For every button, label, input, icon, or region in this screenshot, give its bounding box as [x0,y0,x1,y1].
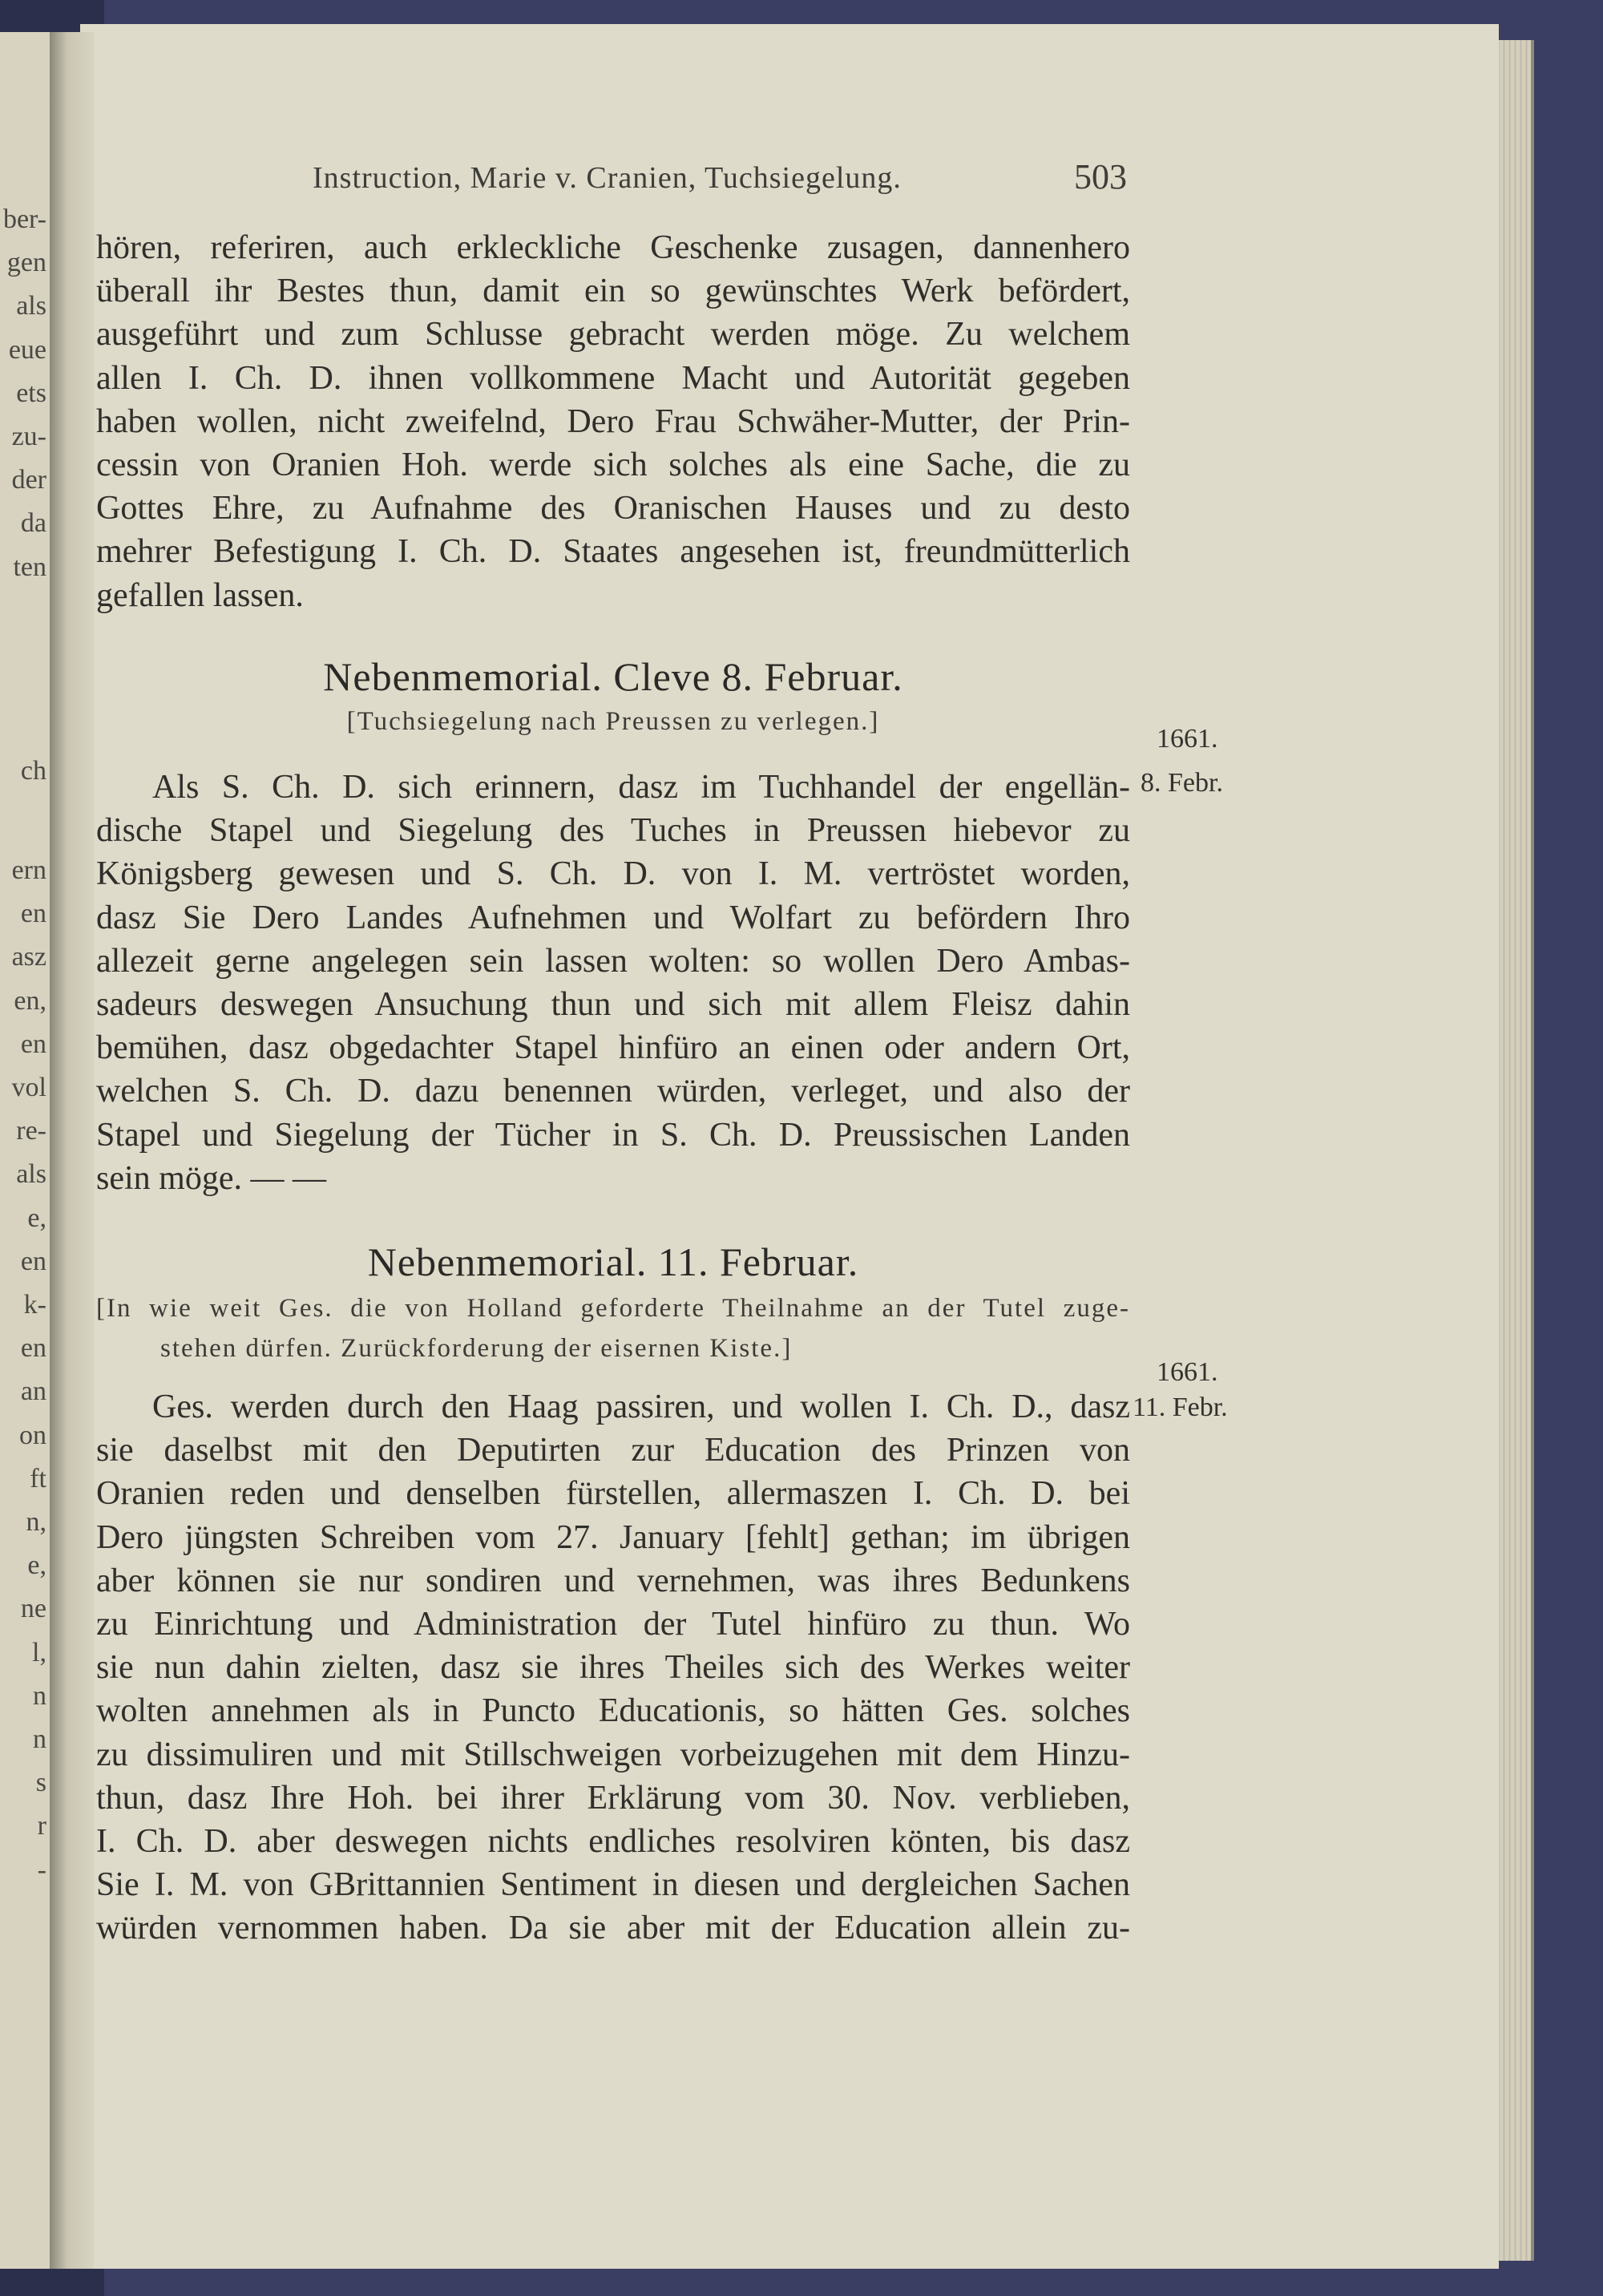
previous-page-fragment: vol [11,1073,46,1102]
text-line: aber können sie nur sondiren und vernehmen, was ihres Bedunkens [96,1562,1130,1599]
previous-page-fragment: en [20,1029,46,1059]
previous-page-fragment: ft [30,1463,46,1494]
text-line: gefallen lassen. [96,576,304,614]
text-line: mehrer Befestigung I. Ch. D. Staates angesehen ist, freundmütterlich [96,533,1130,571]
text-line: bemühen, dasz obgedachter Stapel hinfüro an einen oder andern Ort, [96,1029,1130,1067]
text-line: haben wollen, nicht zweifelnd, Dero Frau Schwäher-Mutter, der Prin- [96,402,1130,440]
previous-page-fragment: an [20,1376,46,1407]
text-line: würden vernommen haben. Da sie aber mit der Education allein zu- [96,1910,1130,1947]
previous-page-fragment: k- [23,1290,46,1320]
previous-page-fragment: - [37,1854,46,1885]
section-1-heading: Nebenmemorial. Cleve 8. Februar. [323,654,903,699]
previous-page-fragment: ch [20,755,46,786]
text-line: hören, referiren, auch erkleckliche Geschenke zusagen, dannenhero [96,229,1130,266]
text-line: Ges. werden durch den Haag passiren, und wollen I. Ch. D., dasz [152,1389,1130,1425]
page-number: 503 [1074,157,1127,196]
previous-page-fragment: als [16,1159,46,1190]
text-line: welchen S. Ch. D. dazu benennen würden, verleget, und also der [96,1073,1130,1110]
previous-page-fragment: da [20,508,46,539]
previous-page-fragment: als [16,291,46,321]
section-1-margin-date: 8. Febr. [1141,768,1223,798]
previous-page-fragment: en [20,1246,46,1276]
previous-page-fragment: l, [32,1637,46,1667]
section-2-heading: Nebenmemorial. 11. Februar. [367,1239,859,1284]
previous-page-fragment: en [20,899,46,929]
previous-page-fragment: asz [11,942,46,972]
text-line: Als S. Ch. D. sich erinnern, dasz im Tuchhandel der engellän- [152,769,1130,806]
text-line: sein möge. — — [96,1159,326,1197]
previous-page-fragment: ten [13,552,46,582]
text-line: überall ihr Bestes thun, damit ein so gewünschtes Werk befördert, [96,273,1130,310]
book-gutter [50,32,94,2269]
text-line: I. Ch. D. aber deswegen nichts endliches resolviren könten, bis dasz [96,1822,1130,1860]
text-line: dasz Sie Dero Landes Aufnehmen und Wolfart zu befördern Ihro [96,899,1130,936]
text-line: thun, dasz Ihre Hoh. bei ihrer Erklärung vom 30. Nov. verblieben, [96,1779,1130,1817]
previous-page-fragment: zu- [11,422,46,451]
text-line: sie daselbst mit den Deputirten zur Education des Prinzen von [96,1432,1130,1469]
previous-page-fragment: r [37,1811,46,1841]
text-line: sie nun dahin zielten, dasz sie ihres Theiles sich des Werkes weiter [96,1649,1130,1687]
previous-page-fragment: ne [20,1594,46,1624]
previous-page-fragment: ern [11,855,46,885]
text-line: cessin von Oranien Hoh. werde sich solches als eine Sache, die zu [96,446,1130,483]
previous-page-edge [0,32,51,2269]
section-2-margin-year: 1661. [1157,1357,1218,1387]
section-2-subheading-line: stehen dürfen. Zurückforderung der eisernen Kiste.] [160,1334,793,1363]
text-line: wolten annehmen als in Puncto Educationis, so hätten Ges. solches [96,1692,1130,1730]
previous-page-fragment: ber- [2,204,46,234]
section-2-body [96,1385,1130,1950]
previous-page-fragment: ets [16,378,46,408]
section-2-subheading-line: [In wie weit Ges. die von Holland geforderte Theilnahme an der Tutel zuge- [96,1294,1130,1323]
text-line: Gottes Ehre, zu Aufnahme des Oranischen Hauses und zu desto [96,490,1130,528]
paragraph-1 [96,226,1130,617]
previous-page-fragment: e, [27,1550,46,1581]
text-line: Sie I. M. von GBrittannien Sentiment in diesen und dergleichen Sachen [96,1866,1130,1904]
text-line: zu dissimuliren und mit Stillschweigen vorbeizugehen mit dem Hinzu- [96,1736,1130,1773]
text-line: Dero jüngsten Schreiben vom 27. January [fehlt] gethan; im übrigen [96,1518,1130,1556]
section-1-subheading: [Tuchsiegelung nach Preussen zu verlegen.] [346,707,880,736]
previous-page-fragment: eue [8,334,46,365]
previous-page-fragment: en [20,1333,46,1364]
text-line: dische Stapel und Siegelung des Tuches in Preussen hiebevor zu [96,812,1130,850]
previous-page-fragment: re- [16,1116,46,1146]
text-line: allen I. Ch. D. ihnen vollkommene Macht und Autorität gegeben [96,359,1130,397]
section-1-body [96,766,1130,1200]
section-1-margin-year: 1661. [1157,724,1218,754]
previous-page-fragment: n [33,1680,46,1711]
text-line: zu Einrichtung und Administration der Tutel hinfüro zu thun. Wo [96,1605,1130,1643]
previous-page-fragment: s [35,1768,46,1798]
previous-page-fragment: on [19,1420,46,1450]
previous-page-fragment: n [33,1724,46,1754]
text-line: Stapel und Siegelung der Tücher in S. Ch. D. Preussischen Landen [96,1116,1130,1154]
text-line: Oranien reden und denselben fürstellen, allermaszen I. Ch. D. bei [96,1475,1130,1513]
text-line: allezeit gerne angelegen sein lassen wolten: so wollen Dero Ambas- [96,942,1130,980]
text-line: Königsberg gewesen und S. Ch. D. von I. M. vertröstet worden, [96,855,1130,893]
previous-page-fragment: n, [26,1507,46,1537]
running-head: Instruction, Marie v. Cranien, Tuchsiegelung. [313,161,902,195]
text-line: sadeurs deswegen Ansuchung thun und sich mit allem Fleisz dahin [96,985,1130,1023]
previous-page-fragment: en, [14,985,46,1016]
text-line: ausgeführt und zum Schlusse gebracht werden möge. Zu welchem [96,316,1130,354]
previous-page-fragment: e, [27,1203,46,1233]
section-2-margin-date: 11. Febr. [1133,1393,1228,1422]
previous-page-fragment: der [11,465,46,495]
previous-page-fragment: gen [6,248,46,278]
